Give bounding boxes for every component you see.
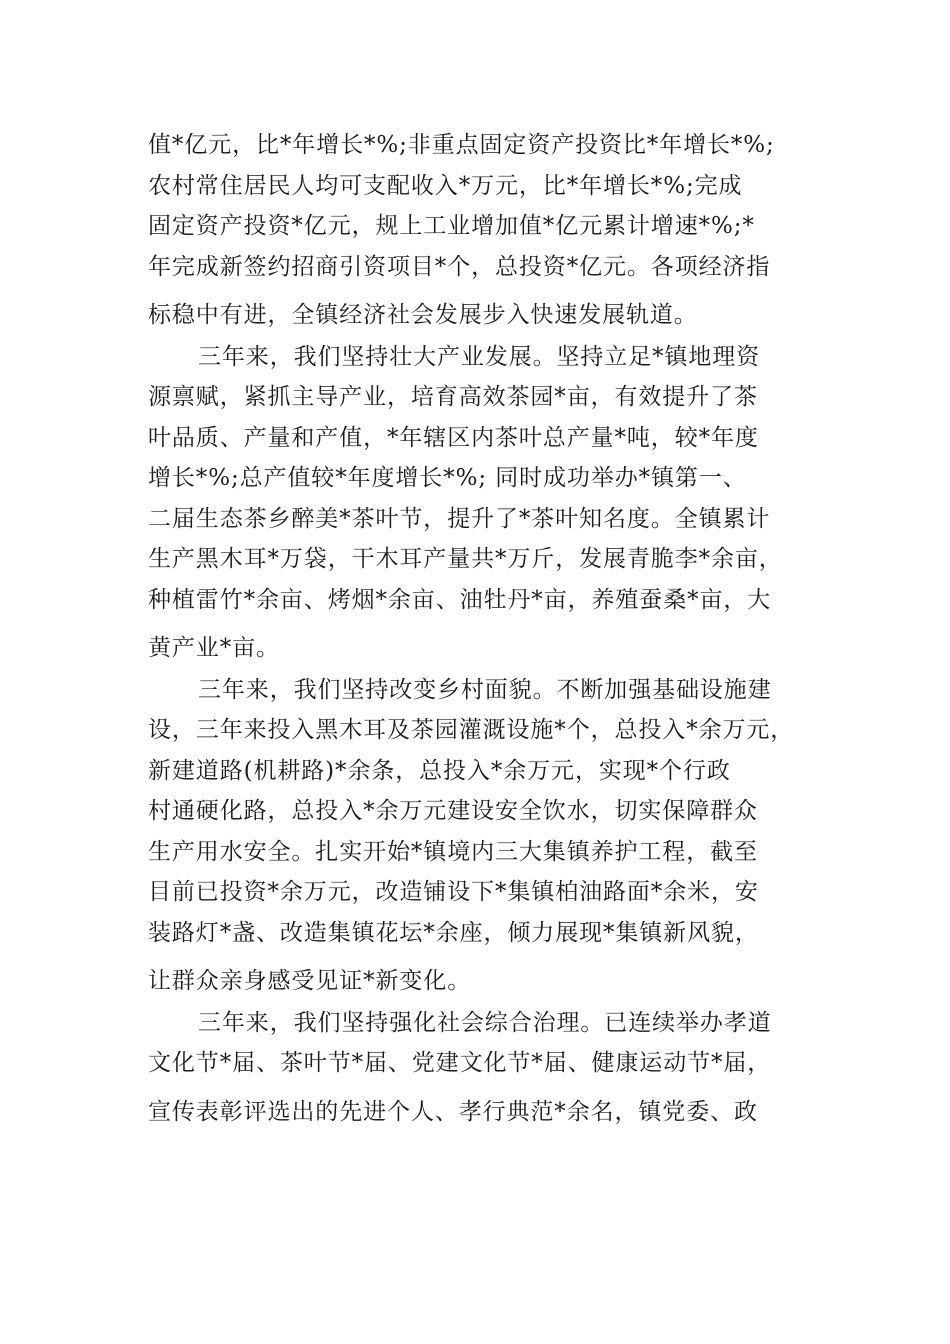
text-line: 源禀赋，紧抓主导产业，培育高效茶园*亩，有效提升了茶 (148, 384, 758, 410)
paragraph-industry (148, 337, 813, 669)
text-line: 三年来，我们坚持强化社会综合治理。已连续举办孝道 (198, 1009, 772, 1036)
document-body (148, 125, 813, 1133)
paragraph-economy (148, 125, 813, 336)
text-line: 文化节*届、茶叶节*届、党建文化节*届、健康运动节*届， (148, 1050, 772, 1076)
text-line: 让群众亲身感受见证*新变化。 (148, 968, 472, 994)
text-line: 值*亿元，比*年增长*%;非重点固定资产投资比*年增长*%; (148, 132, 775, 158)
text-line: 黄产业*亩。 (148, 635, 280, 661)
text-line: 年完成新签约招商引资项目*个，总投资*亿元。各项经济指 (148, 253, 771, 280)
text-line: 农村常住居民人均可支配收入*万元，比*年增长*%;完成 (148, 172, 743, 199)
text-line: 装路灯*盏、改造集镇花坛*余座，倾力展现*集镇新风貌， (148, 919, 759, 946)
text-line: 目前已投资*余万元，改造铺设下*集镇柏油路面*余米，安 (148, 879, 759, 905)
text-line: 新建道路(机耕路)*余条，总投入*余万元，实现*个行政 (148, 757, 731, 784)
text-line: 固定资产投资*亿元，规上工业增加值*亿元累计增速*%;* (148, 213, 755, 239)
text-line: 设，三年来投入黑木耳及茶园灌溉设施*个，总投入*余万元， (148, 717, 795, 743)
text-line: 增长*%;总产值较*年度增长*%; 同时成功举办*镇第一、 (148, 465, 747, 491)
text-line: 三年来，我们坚持改变乡村面貌。不断加强基础设施建 (198, 676, 772, 703)
text-line: 二届生态茶乡醉美*茶叶节，提升了*茶叶知名度。全镇累计 (148, 505, 771, 532)
text-line: 村通硬化路，总投入*余万元建设安全饮水，切实保障群众 (148, 798, 758, 824)
text-line: 生产黑木耳*万袋，干木耳产量共*万斤，发展青脆李*余亩， (148, 546, 783, 572)
text-line: 宣传表彰评选出的先进个人、孝行典范*余名，镇党委、政 (148, 1098, 758, 1125)
text-line: 种植雷竹*余亩、烤烟*余亩、油牡丹*亩，养殖蚕桑*亩，大 (148, 586, 772, 613)
paragraph-rural (148, 670, 813, 1002)
paragraph-governance (148, 1003, 813, 1133)
text-line: 生产用水安全。扎实开始*镇境内三大集镇养护工程，截至 (148, 838, 758, 865)
text-line: 三年来，我们坚持壮大产业发展。坚持立足*镇地理资 (198, 343, 761, 370)
text-line: 标稳中有进，全镇经济社会发展步入快速发展轨道。 (148, 302, 698, 328)
text-line: 叶品质、产量和产值，*年辖区内茶叶总产量*吨，较*年度 (148, 424, 759, 451)
